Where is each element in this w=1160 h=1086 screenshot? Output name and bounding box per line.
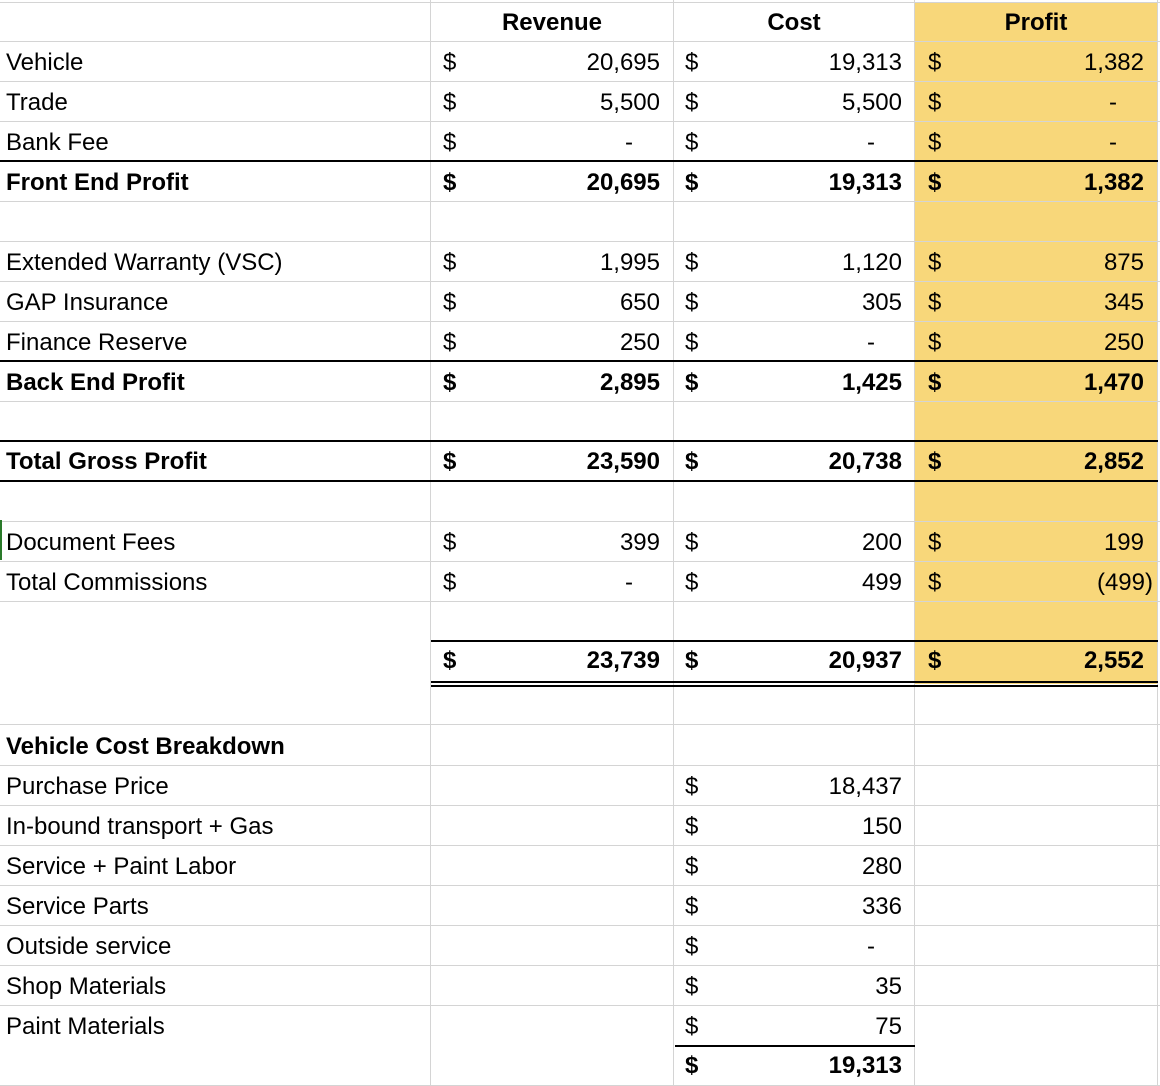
- currency-symbol: $: [685, 249, 699, 276]
- cell-profit[interactable]: 2,852: [1083, 448, 1144, 475]
- gridline: [1157, 0, 1158, 1086]
- currency-symbol: $: [685, 329, 699, 356]
- currency-symbol: $: [443, 169, 457, 196]
- row-label-total-gross-profit: Total Gross Profit: [6, 448, 207, 475]
- currency-symbol: $: [443, 249, 457, 276]
- currency-symbol: $: [685, 853, 699, 880]
- breakdown-label-shop-materials: Shop Materials: [6, 973, 167, 1000]
- cell-profit[interactable]: (499): [1096, 569, 1153, 596]
- cell-cost[interactable]: 19,313: [828, 169, 902, 196]
- row-label-back-end-profit: Back End Profit: [6, 369, 185, 396]
- currency-symbol: $: [443, 289, 457, 316]
- gridline: [673, 0, 674, 1086]
- cell-cost[interactable]: -: [867, 129, 875, 156]
- breakdown-total-cost[interactable]: 19,313: [828, 1052, 902, 1079]
- currency-symbol: $: [685, 773, 699, 800]
- currency-symbol: $: [443, 369, 457, 396]
- currency-symbol: $: [685, 129, 699, 156]
- breakdown-label-purchase-price: Purchase Price: [6, 773, 169, 800]
- gridline: [0, 241, 1160, 242]
- currency-symbol: $: [443, 89, 457, 116]
- row-label-finance-reserve: Finance Reserve: [6, 329, 188, 356]
- cell-cost[interactable]: 20,937: [828, 647, 902, 674]
- cell-profit[interactable]: 1,382: [1083, 49, 1144, 76]
- cell-revenue[interactable]: 23,739: [586, 647, 660, 674]
- currency-symbol: $: [928, 329, 942, 356]
- cell-profit[interactable]: 1,382: [1083, 169, 1144, 196]
- gridline: [0, 925, 1160, 926]
- currency-symbol: $: [685, 813, 699, 840]
- currency-symbol: $: [928, 49, 942, 76]
- gridline: [914, 0, 915, 1086]
- cell-revenue[interactable]: 5,500: [599, 89, 660, 116]
- currency-symbol: $: [685, 933, 699, 960]
- cell-cost[interactable]: 75: [875, 1013, 902, 1040]
- gridline: [0, 724, 1160, 725]
- cell-cost[interactable]: 280: [861, 853, 902, 880]
- cell-revenue[interactable]: 650: [619, 289, 660, 316]
- cell-cost[interactable]: 200: [861, 529, 902, 556]
- cell-revenue[interactable]: 20,695: [586, 169, 660, 196]
- header-cost: Cost: [767, 9, 821, 36]
- currency-symbol: $: [928, 369, 942, 396]
- cell-cost[interactable]: 499: [861, 569, 902, 596]
- cell-cost[interactable]: -: [867, 329, 875, 356]
- currency-symbol: $: [685, 369, 699, 396]
- cell-profit[interactable]: 2,552: [1083, 647, 1144, 674]
- header-profit: Profit: [1004, 9, 1068, 36]
- cell-revenue[interactable]: 1,995: [599, 249, 660, 276]
- currency-symbol: $: [928, 249, 942, 276]
- cell-cost[interactable]: 18,437: [828, 773, 902, 800]
- cell-revenue[interactable]: -: [625, 129, 633, 156]
- gridline: [430, 0, 431, 1086]
- gridline: [0, 965, 1160, 966]
- cell-cost[interactable]: 305: [861, 289, 902, 316]
- currency-symbol: $: [685, 647, 699, 674]
- row-label-bank-fee: Bank Fee: [6, 129, 109, 156]
- cell-profit[interactable]: -: [1109, 89, 1117, 116]
- cell-cost[interactable]: 1,120: [841, 249, 902, 276]
- row-label-front-end-profit: Front End Profit: [6, 169, 189, 196]
- breakdown-label-paint-materials: Paint Materials: [6, 1013, 165, 1040]
- cell-cost[interactable]: 1,425: [841, 369, 902, 396]
- currency-symbol: $: [685, 448, 699, 475]
- currency-symbol: $: [928, 647, 942, 674]
- currency-symbol: $: [928, 569, 942, 596]
- currency-symbol: $: [685, 1052, 699, 1079]
- row-label-vehicle: Vehicle: [6, 49, 84, 76]
- cell-profit[interactable]: 250: [1103, 329, 1144, 356]
- currency-symbol: $: [928, 448, 942, 475]
- cell-profit[interactable]: 875: [1103, 249, 1144, 276]
- currency-symbol: $: [928, 529, 942, 556]
- cell-cost[interactable]: 35: [875, 973, 902, 1000]
- currency-symbol: $: [928, 289, 942, 316]
- row-label-document-fees: Document Fees: [6, 529, 176, 556]
- cell-cost[interactable]: 19,313: [828, 49, 902, 76]
- currency-symbol: $: [443, 529, 457, 556]
- cell-revenue[interactable]: 2,895: [599, 369, 660, 396]
- currency-symbol: $: [928, 169, 942, 196]
- cell-profit[interactable]: 199: [1103, 529, 1144, 556]
- currency-symbol: $: [685, 529, 699, 556]
- row-label-gap-insurance: GAP Insurance: [6, 289, 169, 316]
- breakdown-title: Vehicle Cost Breakdown: [6, 733, 285, 760]
- currency-symbol: $: [443, 329, 457, 356]
- cell-revenue[interactable]: 23,590: [586, 448, 660, 475]
- breakdown-label-outside-service: Outside service: [6, 933, 172, 960]
- double-underline-top: [431, 681, 1158, 683]
- cell-profit[interactable]: 1,470: [1083, 369, 1144, 396]
- gridline: [0, 1005, 1160, 1006]
- cell-revenue[interactable]: 399: [619, 529, 660, 556]
- currency-symbol: $: [685, 289, 699, 316]
- cell-profit[interactable]: -: [1109, 129, 1117, 156]
- row-label-total-commissions: Total Commissions: [6, 569, 208, 596]
- currency-symbol: $: [685, 89, 699, 116]
- currency-symbol: $: [928, 89, 942, 116]
- cell-profit[interactable]: 345: [1103, 289, 1144, 316]
- currency-symbol: $: [685, 49, 699, 76]
- double-underline-bottom: [431, 685, 1158, 687]
- cell-revenue[interactable]: 250: [619, 329, 660, 356]
- row-label-extended-warranty: Extended Warranty (VSC): [6, 249, 283, 276]
- currency-symbol: $: [685, 893, 699, 920]
- currency-symbol: $: [685, 973, 699, 1000]
- currency-symbol: $: [685, 1013, 699, 1040]
- cell-cost[interactable]: 20,738: [828, 448, 902, 475]
- currency-symbol: $: [443, 647, 457, 674]
- cell-revenue[interactable]: -: [625, 569, 633, 596]
- breakdown-label-transport: In-bound transport + Gas: [6, 813, 274, 840]
- gridline: [0, 521, 1160, 522]
- gridline: [0, 805, 1160, 806]
- currency-symbol: $: [443, 49, 457, 76]
- currency-symbol: $: [443, 448, 457, 475]
- cell-cost[interactable]: 336: [861, 893, 902, 920]
- currency-symbol: $: [685, 569, 699, 596]
- breakdown-label-parts: Service Parts: [6, 893, 149, 920]
- currency-symbol: $: [928, 129, 942, 156]
- cell-cost[interactable]: -: [867, 933, 875, 960]
- cell-revenue[interactable]: 20,695: [586, 49, 660, 76]
- selection-edge: [0, 520, 2, 560]
- breakdown-label-labor: Service + Paint Labor: [6, 853, 237, 880]
- currency-symbol: $: [443, 569, 457, 596]
- cell-cost[interactable]: 5,500: [841, 89, 902, 116]
- header-revenue: Revenue: [501, 9, 603, 36]
- cell-cost[interactable]: 150: [861, 813, 902, 840]
- currency-symbol: $: [443, 129, 457, 156]
- currency-symbol: $: [685, 169, 699, 196]
- row-label-trade: Trade: [6, 89, 68, 116]
